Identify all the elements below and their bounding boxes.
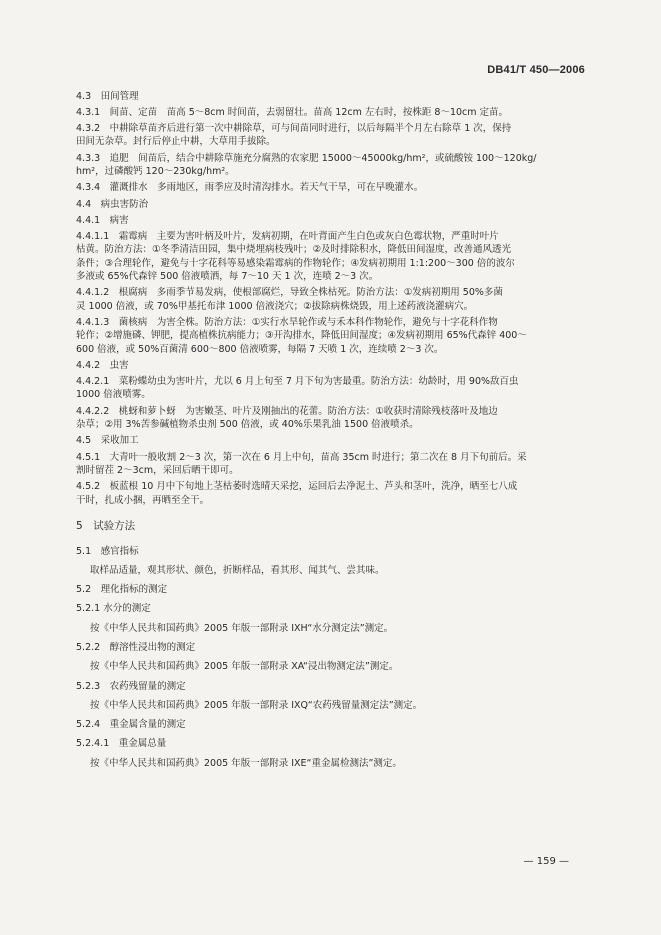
para-4-3-1: 4.3.1 间苗、定苗 苗高 5～8cm 时间苗，去弱留壮。苗高 12cm 左右时，按株距 8～10cm 定苗。 [76,106,509,118]
para-4-4-2-2-line1: 4.4.2.2 桃蚜和萝卜蚜 为害嫩茎、叶片及刚抽出的花蕾。防治方法：①收获时清除残枝落叶及地边 [76,405,498,417]
page-number: — 159 — [523,856,569,867]
para-5-2-2: 按《中华人民共和国药典》2005 年版一部附录 XA“浸出物测定法”测定。 [90,661,399,673]
para-4-4-1-3-line3: 600 倍液，或 50%百菌清 600～800 倍液喷雾，每隔 7 天喷 1 次，连续喷 2～3 次。 [76,343,444,355]
heading-5: 5 试验方法 [76,519,136,532]
heading-5-2-2: 5.2.2 醇溶性浸出物的测定 [76,641,196,653]
para-4-4-2-2-line2: 杂草；②用 3%苦参碱植物杀虫剂 500 倍液，或 40%乐果乳油 1500 倍液喷杀。 [76,419,419,431]
heading-4-4: 4.4 病虫害防治 [76,198,149,210]
para-4-4-1-1-line4: 多液或 65%代森锌 500 倍液喷洒，每 7～10 天 1 次，连喷 2～3 次。 [76,271,379,283]
standard-number: DB41/T 450—2006 [487,64,585,76]
heading-4-3: 4.3 田间管理 [76,90,139,102]
para-4-3-3-line1: 4.3.3 追肥 间苗后，结合中耕除草施充分腐熟的农家肥 15000～45000kg/hm²，或硫酸铵 100～120kg/ [76,152,537,164]
para-4-4-1-3-line2: 轮作；②增施磷、钾肥，提高植株抗病能力；③开沟排水，降低田间湿度；④发病初期用 65%代森锌 400～ [76,330,527,342]
heading-4-4-1: 4.4.1 病害 [76,214,129,226]
heading-5-2-4-1: 5.2.4.1 重金属总量 [76,738,167,750]
heading-5-2: 5.2 理化指标的测定 [76,584,168,596]
heading-5-1: 5.1 感官指标 [76,545,139,557]
heading-5-2-4: 5.2.4 重金属含量的测定 [76,719,186,731]
para-4-4-1-1-line1: 4.4.1.1 霜霉病 主要为害叶柄及叶片，发病初期，在叶背面产生白色或灰白色霉状物，严重时叶片 [76,231,499,243]
document-body [76,86,593,770]
para-4-5-2-line2: 干时，扎成小捆，再晒至全干。 [76,494,210,506]
para-4-4-1-1-line3: 条件；③合理轮作，避免与十字花科等易感染霜霉病的作物轮作；④发病初期用 1:1:200～300 倍的波尔 [76,257,515,269]
para-4-4-1-2-line2: 灵 1000 倍液，或 70%甲基托布津 1000 倍液浇穴；②拔除病株烧毁，用上述药液浇灌病穴。 [76,300,474,312]
para-4-3-2-line2: 田间无杂草。封行后停止中耕，大草用手拔除。 [76,136,276,148]
para-4-3-2-line1: 4.3.2 中耕除草苗齐后进行第一次中耕除草，可与间苗同时进行，以后每隔半个月左右除草 1 次，保持 [76,123,512,135]
para-4-5-1-line1: 4.5.1 大青叶一般收割 2～3 次，第一次在 6 月上中旬，苗高 35cm 时进行；第二次在 8 月下旬前后。采 [76,451,527,463]
para-5-2-4-1: 按《中华人民共和国药典》2005 年版一部附录 IXE“重金属检测法”测定。 [90,757,402,769]
para-4-4-2-1-line2: 1000 倍液喷雾。 [76,389,151,401]
para-4-5-1-line2: 割时留茬 2～3cm，采回后晒干即可。 [76,464,239,476]
para-5-2-3: 按《中华人民共和国药典》2005 年版一部附录 IXQ“农药残留量测定法”测定。 [90,699,423,711]
para-4-4-1-2-line1: 4.4.1.2 根腐病 多雨季节易发病，使根部腐烂，导致全株枯死。防治方法：①发病初期用 50%多菌 [76,287,503,299]
heading-5-2-1: 5.2.1 水分的测定 [76,603,151,615]
heading-4-4-2: 4.4.2 虫害 [76,359,129,371]
para-4-3-4: 4.3.4 灌溉排水 多雨地区，雨季应及时清沟排水。若天气干旱，可在早晚灌水。 [76,182,424,194]
heading-5-2-3: 5.2.3 农药残留量的测定 [76,680,186,692]
para-4-4-1-3-line1: 4.4.1.3 菌核病 为害全株。防治方法：①实行水旱轮作或与禾本科作物轮作，避免与十字花科作物 [76,316,498,328]
para-4-4-1-1-line2: 枯黄。防治方法：①冬季清洁田园，集中烧埋病枝残叶；②及时排除积水，降低田间湿度，改善通风透光 [76,244,512,256]
heading-4-5: 4.5 采收加工 [76,435,139,447]
para-4-3-3-line2: hm²，过磷酸钙 120～230kg/hm²。 [76,165,235,177]
para-4-4-2-1-line1: 4.4.2.1 菜粉蝶幼虫为害叶片，尤以 6 月上旬至 7 月下旬为害最重。防治方法：幼龄时，用 90%敌百虫 [76,376,519,388]
para-5-2-1: 按《中华人民共和国药典》2005 年版一部附录 IXH“水分测定法”测定。 [90,622,394,634]
para-4-5-2-line1: 4.5.2 板蓝根 10 月中下旬地上茎枯萎时选晴天采挖，运回后去净泥土、芦头和茎叶，洗净，晒至七八成 [76,481,518,493]
para-5-1: 取样品适量，观其形状、颜色，折断样品，看其形、闻其气、尝其味。 [90,564,385,576]
